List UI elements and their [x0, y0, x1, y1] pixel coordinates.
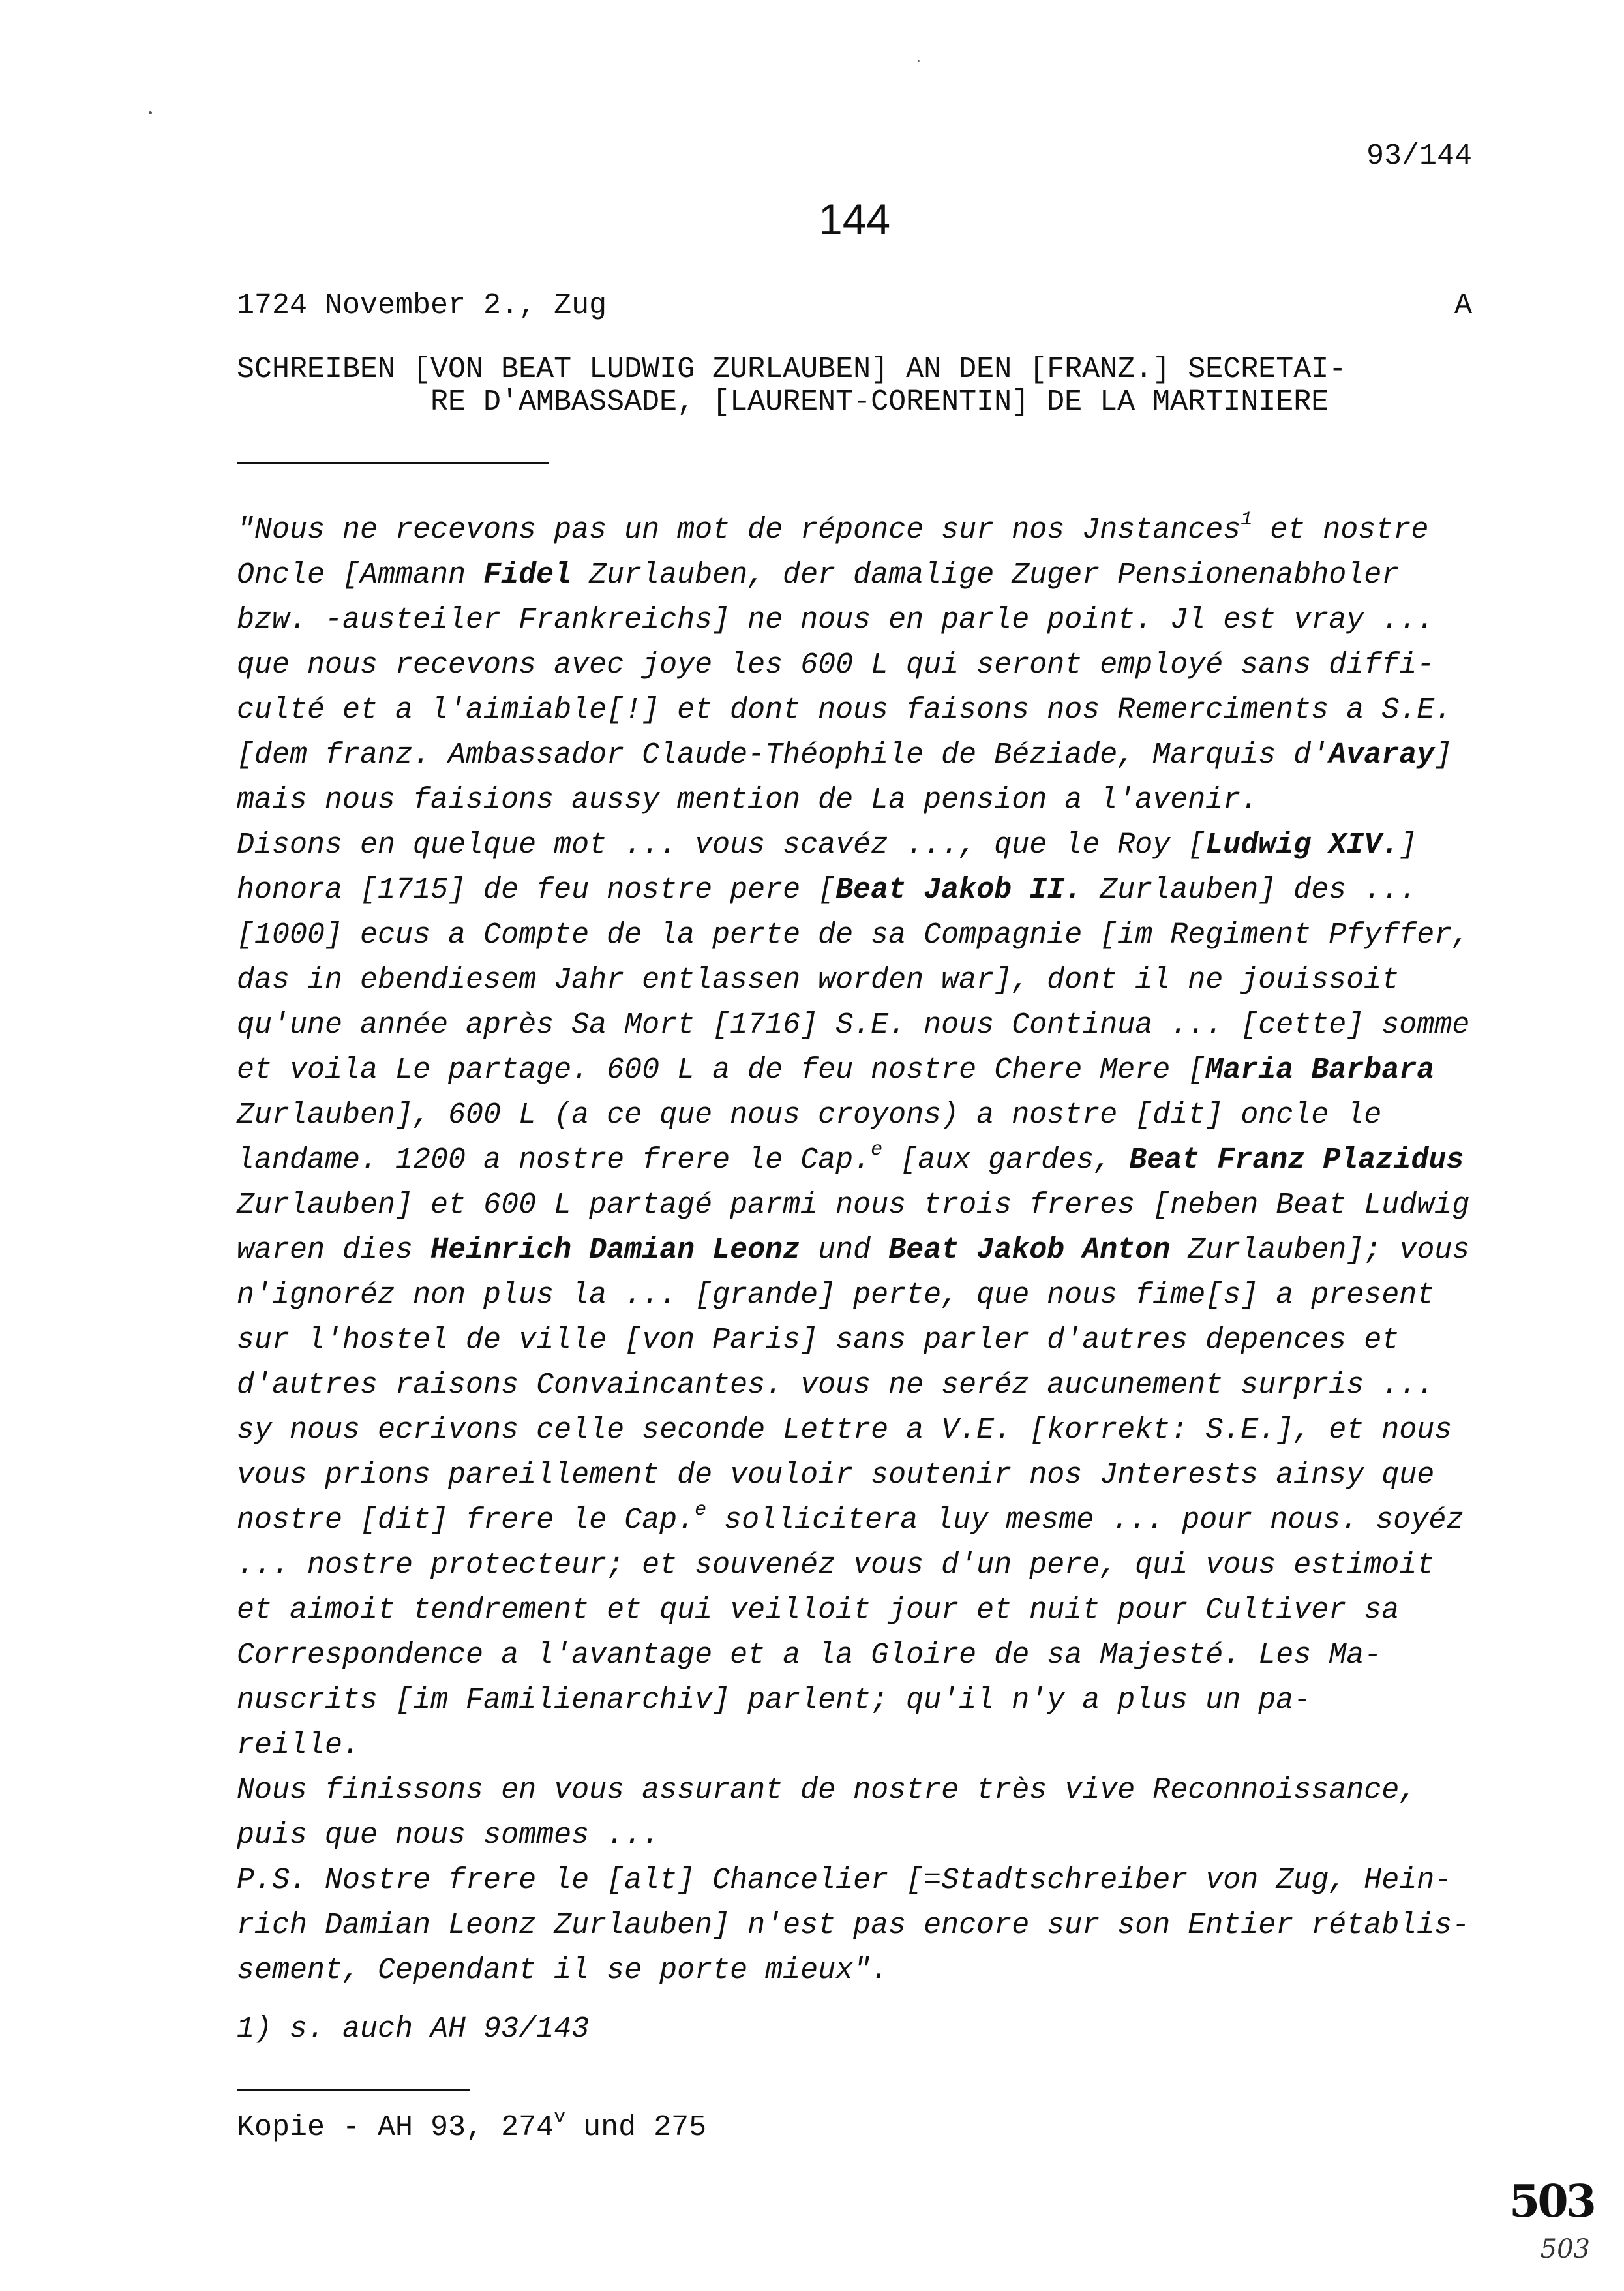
body-line: n'ignoréz non plus la ... [grande] perte, que nous fime[s] a present [237, 1279, 1435, 1312]
body-line: bzw. -austeiler Frankreichs] ne nous en parle point. Jl est vray ... [237, 603, 1435, 637]
body-line: vous prions pareillement de vouloir soutenir nos Jnterests ainsy que [237, 1459, 1435, 1492]
footnote: 1) s. auch AH 93/143 [237, 2012, 590, 2046]
scan-speck [149, 111, 152, 114]
body-line: qu'une année après Sa Mort [1716] S.E. nous Continua ... [cette] somme [237, 1009, 1470, 1042]
body-line: das in ebendiesem Jahr entlassen worden war], dont il ne jouissoit [237, 963, 1400, 997]
body-line: mais nous faisions aussy mention de La pension a l'avenir. [237, 783, 1259, 817]
body-line: rich Damian Leonz Zurlauben] n'est pas encore sur son Entier rétablis- [237, 1909, 1470, 1942]
body-line: nuscrits [im Familienarchiv] parlent; qu'il n'y a plus un pa- [237, 1684, 1312, 1717]
date-place: 1724 November 2., Zug [237, 289, 607, 322]
document-reference: 93/144 [1366, 140, 1472, 173]
scan-speck [918, 60, 920, 62]
body-line: Zurlauben], 600 L (a ce que nous croyons) a nostre [dit] oncle le [237, 1099, 1382, 1132]
body-line: que nous recevons avec joye les 600 L qui seront employé sans diffi- [237, 648, 1435, 682]
handwritten-number: 503 [1540, 2234, 1590, 2264]
body-line: landame. 1200 a nostre frere le Cap.$^e$ [aux gardes, Beat Franz Plazidus [237, 1139, 1464, 1177]
footnote-divider [237, 2089, 470, 2091]
title-divider [237, 462, 549, 464]
body-line: [dem franz. Ambassador Claude-Théophile de Béziade, Marquis d'Avaray] [237, 738, 1452, 772]
body-line: d'autres raisons Convaincantes. vous ne seréz aucunement surpris ... [237, 1369, 1435, 1402]
body-line: Nous finissons en vous assurant de nostre très vive Reconnoissance, [237, 1774, 1417, 1807]
body-line: Zurlauben] et 600 L partagé parmi nous trois freres [neben Beat Ludwig [237, 1189, 1470, 1222]
stamp-number: 503 [1509, 2176, 1594, 2228]
document-letter: A [1454, 289, 1472, 322]
source-note: Kopie - AH 93, 274$^v$ und 275 [237, 2106, 707, 2144]
body-line: et aimoit tendrement et qui veilloit jour et nuit pour Cultiver sa [237, 1594, 1400, 1627]
body-line: Oncle [Ammann Fidel Zurlauben, der damalige Zuger Pensionenabholer [237, 558, 1400, 592]
body-line: reille. [237, 1729, 361, 1762]
body-line: nostre [dit] frere le Cap.$^e$ sollicitera luy mesme ... pour nous. soyéz [237, 1499, 1464, 1537]
document-title-line-1: SCHREIBEN [VON BEAT LUDWIG ZURLAUBEN] AN DEN [FRANZ.] SECRETAI- [237, 353, 1347, 386]
body-line: "Nous ne recevons pas un mot de réponce sur nos Jnstances$^1$ et nostre [237, 509, 1429, 547]
body-line: culté et a l'aimiable[!] et dont nous faisons nos Remerciments a S.E. [237, 693, 1452, 727]
body-line: puis que nous sommes ... [237, 1819, 660, 1852]
page-number: 144 [819, 195, 891, 243]
body-line: ... nostre protecteur; et souvenéz vous d'un pere, qui vous estimoit [237, 1549, 1435, 1582]
body-line: Disons en quelque mot ... vous scavéz ..., que le Roy [Ludwig XIV.] [237, 828, 1417, 862]
letter-body [237, 508, 1489, 1993]
document-title-line-2: RE D'AMBASSADE, [LAURENT-CORENTIN] DE LA MARTINIERE [430, 386, 1329, 419]
body-line: [1000] ecus a Compte de la perte de sa Compagnie [im Regiment Pfyffer, [237, 918, 1470, 952]
body-line: P.S. Nostre frere le [alt] Chancelier [=Stadtschreiber von Zug, Hein- [237, 1864, 1452, 1897]
body-line: honora [1715] de feu nostre pere [Beat Jakob II. Zurlauben] des ... [237, 873, 1417, 907]
body-line: waren dies Heinrich Damian Leonz und Beat Jakob Anton Zurlauben]; vous [237, 1234, 1470, 1267]
body-line: et voila Le partage. 600 L a de feu nostre Chere Mere [Maria Barbara [237, 1054, 1435, 1087]
body-line: sy nous ecrivons celle seconde Lettre a V.E. [korrekt: S.E.], et nous [237, 1414, 1452, 1447]
body-line: sement, Cependant il se porte mieux". [237, 1954, 889, 1987]
body-line: sur l'hostel de ville [von Paris] sans parler d'autres depences et [237, 1324, 1400, 1357]
body-line: Correspondence a l'avantage et a la Gloire de sa Majesté. Les Ma- [237, 1639, 1382, 1672]
